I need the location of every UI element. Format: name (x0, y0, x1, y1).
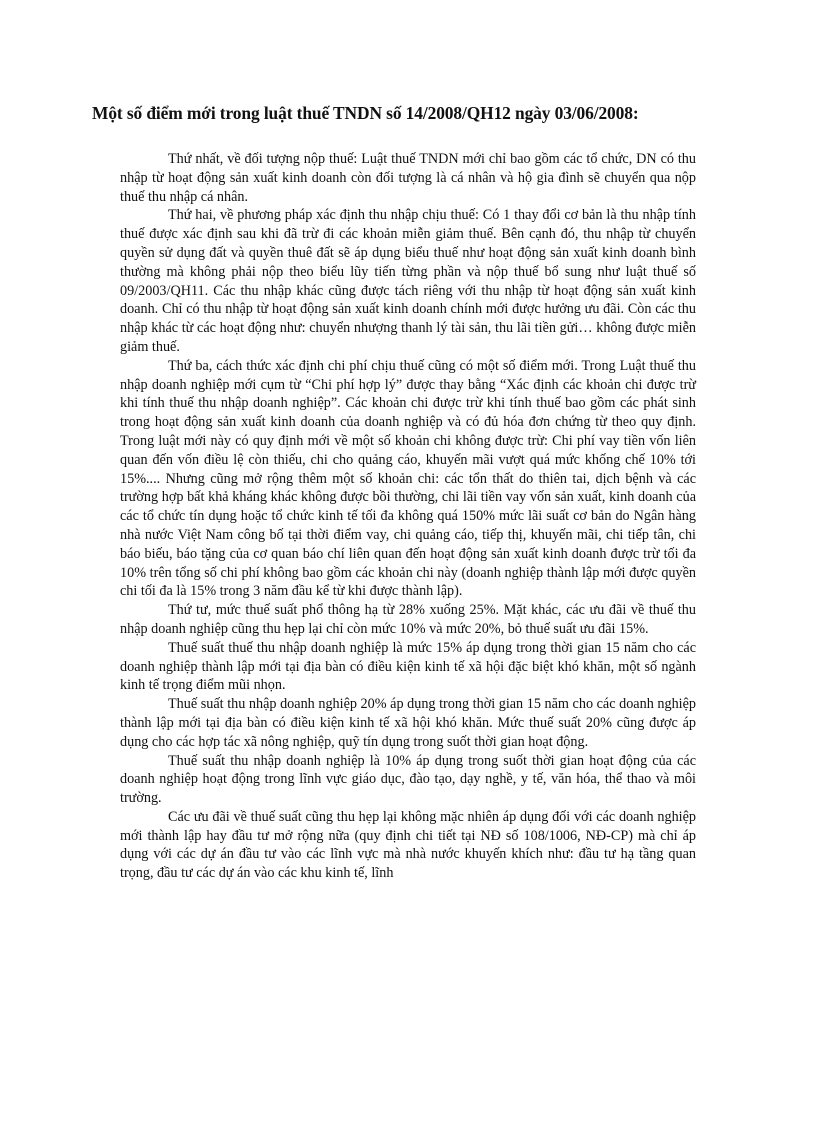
paragraph-deductible-costs: Thứ ba, cách thức xác định chi phí chịu thuế cũng có một số điểm mới. Trong Luật thuế thu nhập doanh nghiệp mới cụm từ “Chi phí hợp lý” được thay bằng “Xác định các khoản chi được trừ khi tính thuế thu nhập doanh nghiệp”. Các khoản chi được trừ khi tính thuế bao gồm các phát sinh trong hoạt động sản xuất kinh doanh của doanh nghiệp và có đủ hóa đơn chứng từ theo quy định. Trong luật mới này có quy định mới về một số khoản chi không được trừ: Chi phí vay tiền vốn liên quan đến vốn điều lệ còn thiếu, chi cho quảng cáo, khuyến mãi vượt quá mức khống chế 10% tới 15%.... Nhưng cũng mở rộng thêm một số khoản chi: các tổn thất do thiên tai, dịch bệnh và các trường hợp bất khả kháng khác không được bồi thường, chi lãi tiền vay vốn sản xuất, kinh doanh của các tổ chức tín dụng hoặc tổ chức kinh tế tối đa không quá 150% mức lãi suất cơ bản do Ngân hàng nhà nước Việt Nam công bố tại thời điểm vay, chi quảng cáo, tiếp thị, khuyến mãi, chi tiếp tân, chi báo biếu, báo tặng của cơ quan báo chí liên quan đến hoạt động sản xuất kinh doanh được trừ tối đa 10% trên tổng số chi phí không bao gồm các khoản chi này (doanh nghiệp thành lập mới được quyền chi tối đa là 15% trong 3 năm đầu kể từ khi được thành lập). (120, 357, 696, 600)
paragraph-rate-10: Thuế suất thu nhập doanh nghiệp là 10% áp dụng trong suốt thời gian hoạt động của các doanh nghiệp hoạt động trong lĩnh vực giáo dục, đào tạo, dạy nghề, y tế, văn hóa, thể thao và môi trường. (120, 752, 696, 807)
paragraph-taxable-income: Thứ hai, về phương pháp xác định thu nhập chịu thuế: Có 1 thay đổi cơ bản là thu nhập tính thuế được xác định sau khi đã trừ đi các khoản miễn giảm thuế. Bên cạnh đó, thu nhập từ chuyển quyền sử dụng đất và quyền thuê đất sẽ áp dụng biểu thuế như hoạt động sản xuất kinh doanh bình thường mà không phải nộp theo biểu lũy tiến từng phần và nộp thuế bổ sung như luật thuế số 09/2003/QH11. Các thu nhập khác cũng được tách riêng với thu nhập từ hoạt động sản xuất kinh doanh. Chỉ có thu nhập từ hoạt động sản xuất kinh doanh chính mới được hưởng ưu đãi. Còn các thu nhập khác từ các hoạt động như: chuyển nhượng thanh lý tài sản, thu lãi tiền gửi… không được miễn giảm thuế. (120, 207, 696, 355)
document-title: Một số điểm mới trong luật thuế TNDN số 14/2008/QH12 ngày 03/06/2008: (92, 103, 639, 123)
paragraph-tax-rate: Thứ tư, mức thuế suất phổ thông hạ từ 28% xuống 25%. Mặt khác, các ưu đãi về thuế thu nhập doanh nghiệp cũng thu hẹp lại chỉ còn mức 10% và mức 20%, bỏ thuế suất ưu đãi 15%. (120, 602, 696, 637)
document-body (120, 150, 696, 883)
paragraph-rate-15: Thuế suất thuế thu nhập doanh nghiệp là mức 15% áp dụng trong thời gian 15 năm cho các doanh nghiệp thành lập mới tại địa bàn có điều kiện kinh tế xã hội đặc biệt khó khăn, một số ngành kinh tế trọng điểm mũi nhọn. (120, 639, 696, 694)
paragraph-subject: Thứ nhất, về đối tượng nộp thuế: Luật thuế TNDN mới chỉ bao gồm các tổ chức, DN có thu nhập từ hoạt động sản xuất kinh doanh còn đối tượng là cá nhân và hộ gia đình sẽ chuyển qua nộp thuế thu nhập cá nhân. (120, 151, 696, 205)
paragraph-incentives: Các ưu đãi về thuế suất cũng thu hẹp lại không mặc nhiên áp dụng đối với các doanh nghiệp mới thành lập hay đầu tư mở rộng nữa (quy định chi tiết tại NĐ số 108/1006, NĐ-CP) mà chỉ áp dụng với các dự án đầu tư vào các lĩnh vực mà nhà nước khuyến khích như: đầu tư hạ tầng quan trọng, đầu tư các dự án vào các khu kinh tế, lĩnh (120, 808, 696, 882)
paragraph-rate-20: Thuế suất thu nhập doanh nghiệp 20% áp dụng trong thời gian 15 năm cho các doanh nghiệp thành lập mới tại địa bàn có điều kiện kinh tế xã hội khó khăn. Mức thuế suất 20% cũng được áp dụng cho các hợp tác xã nông nghiệp, quỹ tín dụng trong suốt thời gian hoạt động. (120, 696, 696, 750)
